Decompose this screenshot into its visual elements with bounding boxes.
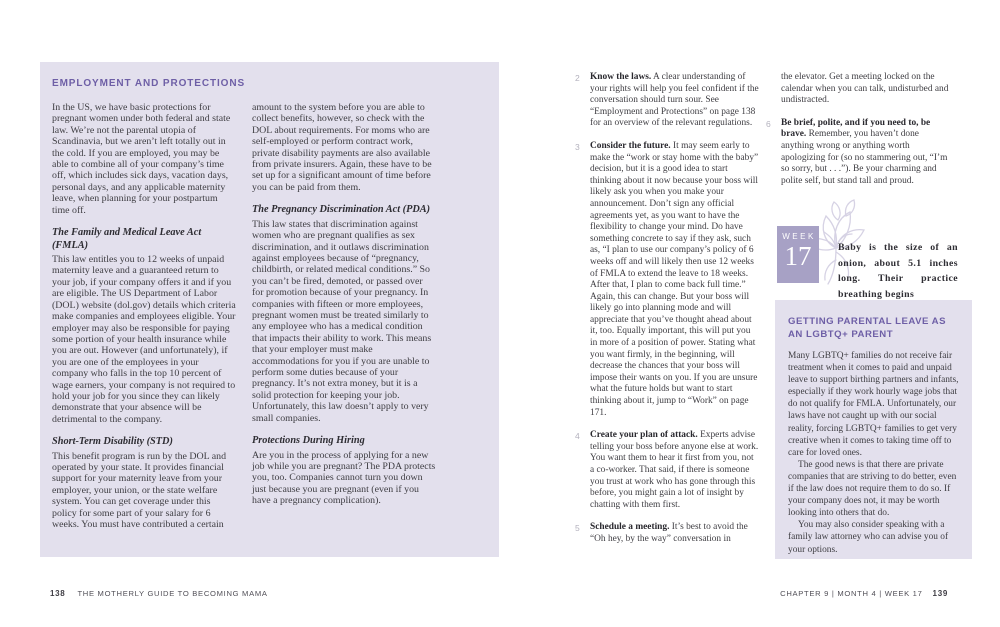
week-17-block: [766, 190, 966, 300]
list-item-continuation: [766, 72, 958, 107]
employment-protections-panel: [40, 62, 499, 557]
subheading-std: Short-Term Disability (STD): [52, 436, 173, 448]
subheading-hiring: Protections During Hiring: [252, 435, 365, 447]
panel-column-1: [52, 102, 236, 542]
list-label: Consider the future.: [590, 140, 671, 151]
list-text: Be brief, polite, and if you need to, be brave. Remember, you haven’t done anything wrong or anything worth apologizing for (so no stammering out, “I’m so sorry, but . . .”). Be your charming and polite self, but stand tall and proud.: [781, 117, 948, 186]
paragraph: In the US, we have basic protections for pregnant women under both federal and state law. We’re not the parental utopia of Scandinavia, but we aren’t left totally out in the cold. If you are employed, you may be able to combine all of your company’s time off, which includes sick days, vacation days, personal days, and any applicable maternity leave, when planning for your postpartum time off.: [52, 102, 231, 216]
paragraph: This law entitles you to 12 weeks of unpaid maternity leave and a guaranteed return to your job, if your company offers it and if you are eligible. The US Department of Labor (DOL) website (dol.gov) details which criteria make companies and employees eligible. Your employer may also be responsible for paying some portion of your health insurance while you are out. However (and unfortunately), if you are one of the employees in your company who falls in the top 10 percent of wage earners, your company is not required to hold your job for you since they can likely demonstrate that your absence will be detrimental to the company.: [52, 254, 236, 425]
paragraph: Are you in the process of applying for a new job while you are pregnant? The PDA protects you, too. Companies cannot turn you down just because you are pregnant (even if you have a pregnancy complication).: [252, 449, 436, 507]
page-number: 138: [50, 589, 66, 598]
chapter-breadcrumb: CHAPTER 9 | MONTH 4 | WEEK 17: [780, 589, 923, 598]
list-number: 5: [575, 523, 580, 534]
list-label: Know the laws.: [590, 72, 652, 82]
list-item: [575, 72, 760, 130]
week-badge-label: WEEK: [782, 232, 816, 241]
list-text: the elevator. Get a meeting locked on the calendar when you can talk, undisturbed and undistracted.: [781, 72, 949, 106]
week-badge: [777, 226, 819, 283]
list-item: [575, 522, 760, 545]
footer-right: [780, 589, 948, 598]
list-label: Create your plan of attack.: [590, 430, 698, 441]
list-label: Be brief, polite, and if you need to, be brave.: [781, 117, 931, 140]
panel-heading: EMPLOYMENT AND PROTECTIONS: [52, 78, 246, 89]
page-right: [500, 0, 1000, 627]
list-text: Schedule a meeting. It’s best to avoid the “Oh hey, by the way” conversation in: [590, 522, 748, 544]
subheading-fmla: The Family and Medical Leave Act (FMLA): [52, 227, 202, 251]
paragraph: amount to the system before you are able to collect benefits, however, so check with the DOL about requirements. For moms who are self-employed or perform contract work, private disability payments are also available from private insurers. Again, these have to be set up for a significant amount of time before you can be paid from them.: [252, 102, 432, 193]
list-text: Know the laws. A clear understanding of your rights will help you feel confident if the conversation should turn sour. See “Employment and Protections” on page 138 for an overview of the relevant regulations.: [590, 72, 759, 129]
paragraph: This benefit program is run by the DOL and operated by your state. It provides financial support for your maternity leave from your employer, your union, or the state welfare system. You can get coverage under this policy for some part of your salary for 6 weeks. You must have contributed a certain: [52, 450, 227, 531]
list-text: Create your plan of attack. Experts advise telling your boss before anyone else at work. You want them to hear it first from you, not a co-worker. That said, if there is someone you trust at work who has gone through this before, you might gain a lot of insight by chatting with them first.: [590, 430, 759, 510]
paragraph: This law states that discrimination against women who are pregnant qualifies as sex discrimination, and it outlaws discrimination against employees because of “pregnancy, childbirth, or related medical conditions.” So you can’t be fired, demoted, or passed over for promotion because of your pregnancy. In companies with fifteen or more employees, pregnant women must be treated similarly to any employee who has a medical condition that impacts their ability to work. This means that your employer must make accommodations for you if you are unable to perform some duties because of your pregnancy. It’s not extra money, but it is a solid protection for keeping your job. Unfortunately, this law doesn’t apply to very small companies.: [252, 218, 432, 424]
panel-column-2: [252, 102, 436, 542]
list-number-empty: [766, 72, 781, 107]
list-item: [766, 118, 958, 188]
list-label: Schedule a meeting.: [590, 522, 670, 533]
list-item: [575, 430, 760, 511]
right-column-2: [766, 72, 958, 198]
list-number: 4: [575, 431, 580, 442]
paragraph: The good news is that there are private companies that are striving to do better, even if the law does not require them to do so. If your company does not, it may be worth looking into others that do.: [788, 459, 957, 519]
week-caption: Baby is the size of an onion, about 5.1 inches long. Their practice breathing begins: [838, 242, 958, 300]
list-item: [575, 141, 760, 419]
list-number: 6: [766, 118, 771, 129]
list-number: 3: [575, 141, 580, 152]
lgbtq-box-heading: GETTING PARENTAL LEAVE AS AN LGBTQ+ PARENT: [788, 316, 947, 340]
right-column-1: [575, 72, 760, 557]
subheading-pda: The Pregnancy Discrimination Act (PDA): [252, 204, 431, 216]
book-title: THE MOTHERLY GUIDE TO BECOMING MAMA: [77, 589, 268, 598]
paragraph: Many LGBTQ+ families do not receive fair treatment when it comes to paid and unpaid leave to support birthing partners and infants, especially if they work hourly wage jobs that do not qualify for FMLA. Unfortunately, our laws have not caught up with our social reality, forcing LGBTQ+ families to get very creative when it comes to taking time off to care for loved ones.: [788, 351, 959, 458]
paragraph: You may also consider speaking with a family law attorney who can advise you of your options.: [788, 520, 949, 555]
list-number: 2: [575, 73, 580, 83]
footer-left: [50, 589, 268, 598]
week-badge-number: 17: [784, 241, 812, 271]
lgbtq-parent-leave-box: [775, 300, 972, 559]
panel-columns: [52, 102, 499, 542]
page-number: 139: [932, 589, 948, 598]
list-text: Consider the future. It may seem early to make the “work or stay home with the baby” decision, but it is a good idea to start thinking about it now because your boss will likely ask you when you make your announcement. Don’t sign any official agreements yet, as you want to have the flexibility to change your mind. Do have something concrete to say if they ask, such as, “I plan to use our company’s policy of 6 weeks off and will likely then use 12 weeks of FMLA to extend the leave to 18 weeks. After that, I plan to come back full time.” Again, this can change. But your boss will likely go into planning mode and will appreciate that you’ve thought ahead about it, too. Equally important, this will put you in more of a position of power. Stating what you want firmly, in the beginning, will decrease the chances that your boss will impose their wants on you. If you are unsure what the future holds but want to start thinking about it, jump to “Work” on page 171.: [590, 140, 759, 418]
